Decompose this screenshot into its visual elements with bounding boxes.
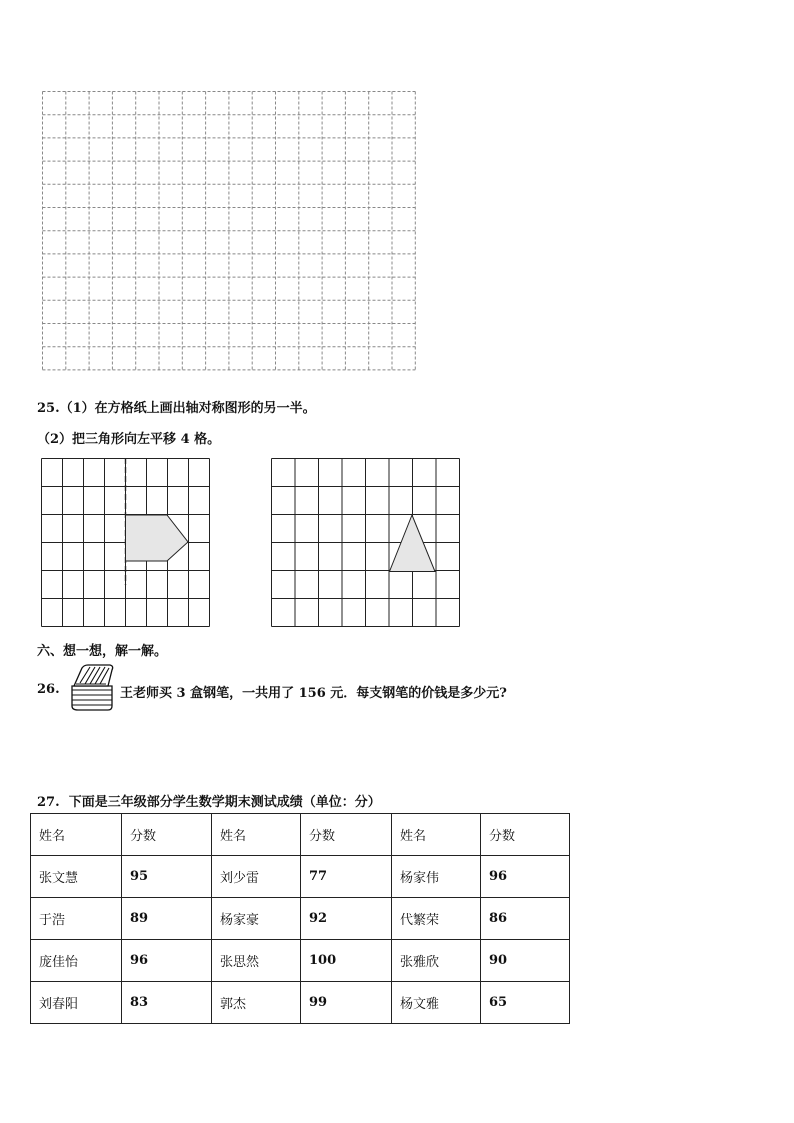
score-cell: 83 <box>122 982 212 1024</box>
table-header-row <box>31 814 570 856</box>
pencil-box-icon <box>68 664 116 714</box>
name-cell: 杨家豪 <box>212 898 301 940</box>
score-cell: 65 <box>481 982 570 1024</box>
q27-text: 下面是三年级部分学生数学期末测试成绩（单位：分） <box>68 795 381 810</box>
dashed-answer-grid <box>42 91 418 373</box>
score-cell: 86 <box>481 898 570 940</box>
table-row <box>31 940 570 982</box>
name-cell: 张雅欣 <box>392 940 481 982</box>
name-cell: 代繁荣 <box>392 898 481 940</box>
name-cell: 庞佳怡 <box>31 940 122 982</box>
table-row <box>31 982 570 1024</box>
triangle-shape <box>390 515 436 572</box>
name-cell: 张思然 <box>212 940 301 982</box>
q27-prompt <box>37 791 381 810</box>
q25-part1 <box>37 397 316 416</box>
q26-text: 王老师买 3 盒钢笔，一共用了 156 元．每支钢笔的价钱是多少元? <box>120 686 507 701</box>
name-cell: 刘春阳 <box>31 982 122 1024</box>
name-cell: 张文慧 <box>31 856 122 898</box>
score-cell: 92 <box>301 898 392 940</box>
name-cell: 杨家伟 <box>392 856 481 898</box>
score-cell: 96 <box>481 856 570 898</box>
score-cell: 90 <box>481 940 570 982</box>
header-cell: 姓名 <box>31 814 122 856</box>
score-cell: 77 <box>301 856 392 898</box>
table-row <box>31 856 570 898</box>
name-cell: 刘少雷 <box>212 856 301 898</box>
q26-number: 26. <box>37 682 60 697</box>
score-cell: 96 <box>122 940 212 982</box>
name-cell: 于浩 <box>31 898 122 940</box>
q27-number: 27. <box>37 795 60 810</box>
name-cell: 郭杰 <box>212 982 301 1024</box>
header-cell: 姓名 <box>212 814 301 856</box>
scores-table <box>30 813 570 1024</box>
score-cell: 89 <box>122 898 212 940</box>
score-cell: 99 <box>301 982 392 1024</box>
half-pentagon-shape <box>126 515 189 561</box>
table-row <box>31 898 570 940</box>
header-cell: 分数 <box>301 814 392 856</box>
q25-part1-text: （1）在方格纸上画出轴对称图形的另一半。 <box>59 401 316 416</box>
header-cell: 分数 <box>122 814 212 856</box>
name-cell: 杨文雅 <box>392 982 481 1024</box>
q25-number: 25. <box>37 401 60 416</box>
q25-part2: （2）把三角形向左平移 4 格。 <box>37 432 221 447</box>
score-cell: 95 <box>122 856 212 898</box>
symmetry-grid <box>41 458 213 628</box>
section6-title: 六、想一想，解一解。 <box>37 644 168 659</box>
translation-grid <box>271 458 462 628</box>
score-cell: 100 <box>301 940 392 982</box>
header-cell: 分数 <box>481 814 570 856</box>
header-cell: 姓名 <box>392 814 481 856</box>
